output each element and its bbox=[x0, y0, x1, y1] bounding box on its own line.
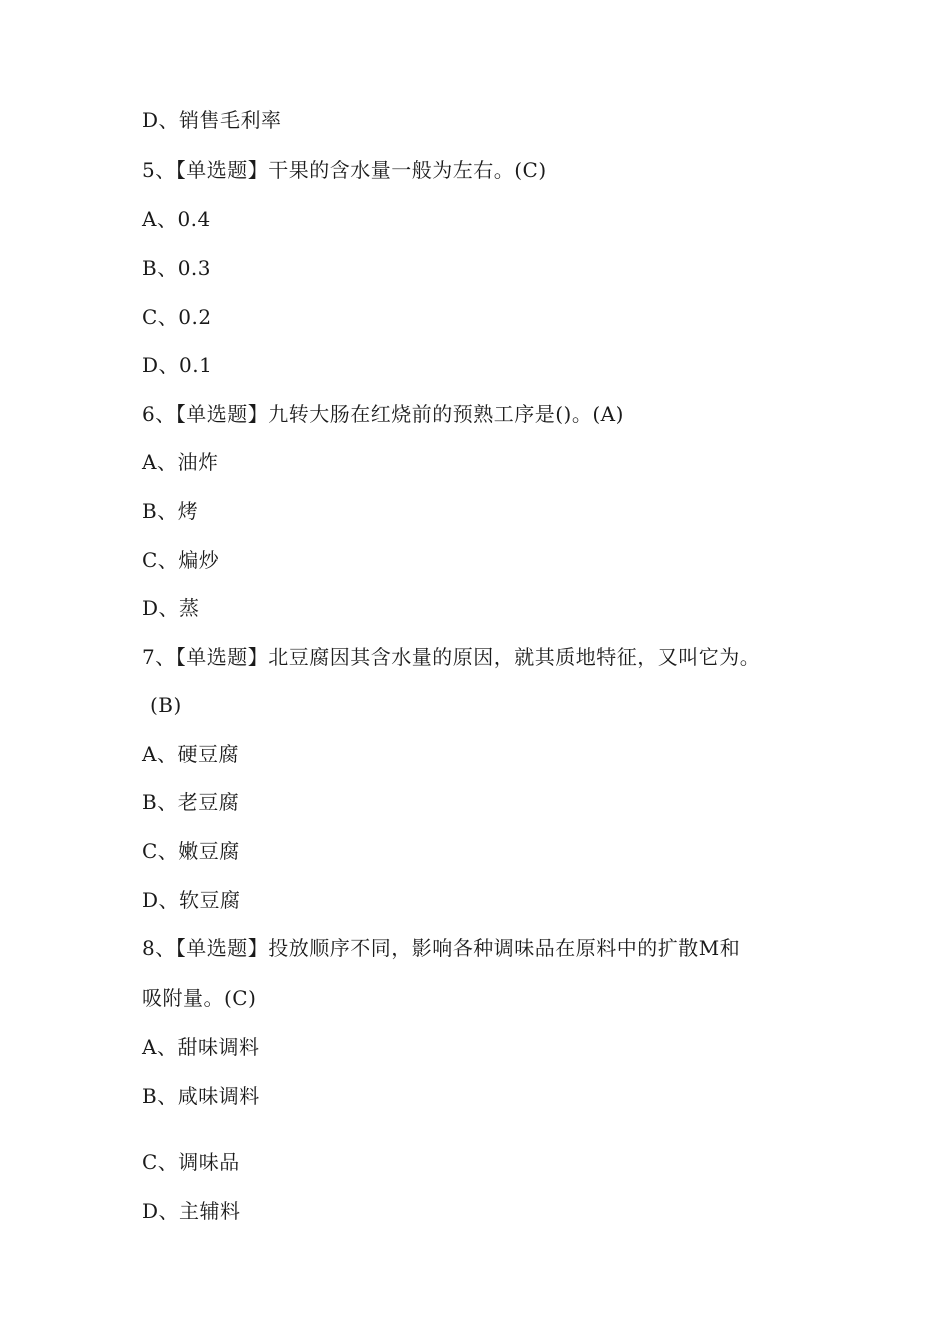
option-a-q7: A、硬豆腐 bbox=[142, 742, 239, 766]
question-5: 5、【单选题】干果的含水量一般为左右。(C) bbox=[142, 158, 547, 182]
option-d-q4: D、销售毛利率 bbox=[142, 108, 282, 132]
question-8: 8、【单选题】投放顺序不同，影响各种调味品在原料中的扩散M和 bbox=[142, 936, 741, 960]
option-b-q5: B、0.3 bbox=[142, 256, 212, 280]
option-d-q6: D、蒸 bbox=[142, 596, 200, 620]
option-b-q8: B、咸味调料 bbox=[142, 1084, 260, 1108]
option-a-q8: A、甜味调料 bbox=[142, 1035, 260, 1059]
option-b-q6: B、烤 bbox=[142, 499, 199, 523]
option-d-q5: D、0.1 bbox=[142, 353, 213, 377]
option-a-q6: A、油炸 bbox=[142, 450, 219, 474]
option-d-q7: D、软豆腐 bbox=[142, 888, 241, 912]
option-a-q5: A、0.4 bbox=[142, 207, 211, 231]
option-d-q8: D、主辅料 bbox=[142, 1199, 241, 1223]
question-7-answer: (B) bbox=[150, 693, 182, 717]
option-b-q7: B、老豆腐 bbox=[142, 790, 240, 814]
question-7: 7、【单选题】北豆腐因其含水量的原因，就其质地特征，又叫它为。 bbox=[142, 645, 761, 669]
option-c-q7: C、嫩豆腐 bbox=[142, 839, 240, 863]
question-8-continuation: 吸附量。(C) bbox=[142, 986, 257, 1010]
question-6: 6、【单选题】九转大肠在红烧前的预熟工序是()。(A) bbox=[142, 402, 624, 426]
option-c-q8: C、调味品 bbox=[142, 1150, 240, 1174]
option-c-q5: C、0.2 bbox=[142, 305, 212, 329]
option-c-q6: C、煸炒 bbox=[142, 548, 220, 572]
